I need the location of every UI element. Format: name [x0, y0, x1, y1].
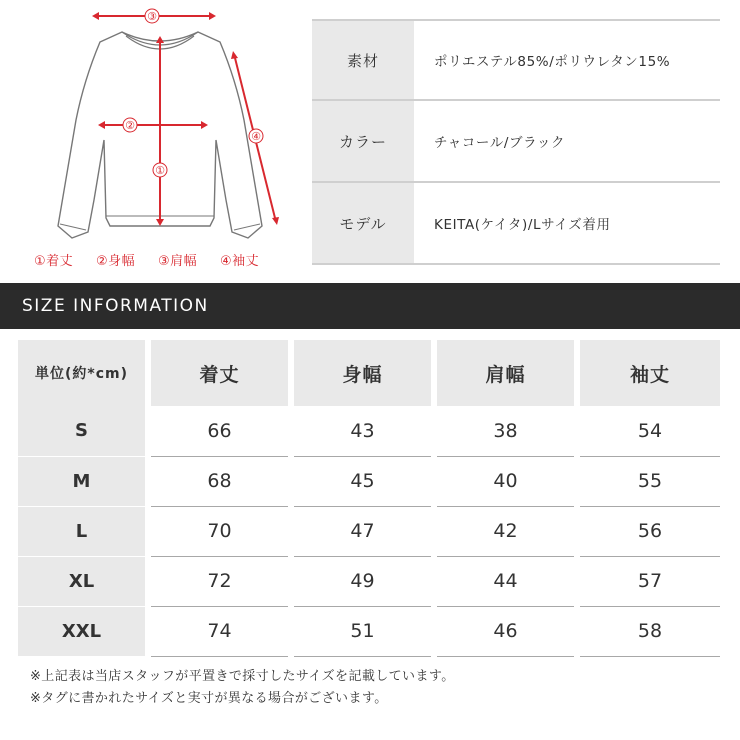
- legend-body-width: ②身幅: [96, 254, 136, 269]
- value-cell: 70: [148, 506, 291, 556]
- table-row: [18, 606, 720, 656]
- spec-value: チャコール/ブラック: [434, 135, 566, 151]
- spec-table: [312, 19, 720, 265]
- spec-row-material: [312, 19, 720, 101]
- size-table-header-row: [18, 340, 720, 406]
- value-cell: 45: [291, 456, 434, 506]
- size-cell: M: [18, 456, 148, 506]
- value-cell: 54: [577, 406, 720, 456]
- spec-value: KEITA(ケイタ)/Lサイズ着用: [434, 217, 611, 233]
- spec-row-model: [312, 183, 720, 265]
- table-row: [18, 556, 720, 606]
- legend-sleeve-length: ④袖丈: [220, 254, 260, 269]
- table-row: [18, 506, 720, 556]
- spec-label: カラー: [312, 101, 414, 181]
- size-cell: XXL: [18, 606, 148, 656]
- header-shoulder-width: 肩幅: [434, 340, 577, 406]
- garment-diagram: [0, 0, 300, 280]
- marker-sleeve: ④: [251, 130, 261, 143]
- spec-label: 素材: [312, 21, 414, 99]
- value-cell: 49: [291, 556, 434, 606]
- value-cell: 66: [148, 406, 291, 456]
- header-body-width: 身幅: [291, 340, 434, 406]
- value-cell: 55: [577, 456, 720, 506]
- legend-length: ①着丈: [34, 254, 74, 269]
- spec-value: ポリエステル85%/ポリウレタン15%: [434, 54, 671, 70]
- value-cell: 74: [148, 606, 291, 656]
- sweatshirt-outline: [0, 0, 300, 280]
- size-cell: S: [18, 406, 148, 456]
- spec-label: モデル: [312, 183, 414, 263]
- banner-title: SIZE INFORMATION: [22, 296, 209, 316]
- marker-body-width: ②: [125, 119, 135, 132]
- value-cell: 72: [148, 556, 291, 606]
- measurement-legend: [34, 250, 284, 272]
- note-tag-size: ※タグに書かれたサイズと実寸が異なる場合がございます。: [30, 691, 388, 706]
- size-cell: XL: [18, 556, 148, 606]
- spec-row-color: [312, 101, 720, 183]
- value-cell: 43: [291, 406, 434, 456]
- table-row: [18, 406, 720, 456]
- header-unit: 単位(約*cm): [18, 340, 148, 406]
- value-cell: 51: [291, 606, 434, 656]
- value-cell: 42: [434, 506, 577, 556]
- legend-shoulder-width: ③肩幅: [158, 254, 198, 269]
- value-cell: 58: [577, 606, 720, 656]
- marker-shoulder: ③: [147, 10, 157, 23]
- value-cell: 40: [434, 456, 577, 506]
- marker-length: ①: [155, 164, 165, 177]
- value-cell: 57: [577, 556, 720, 606]
- notes: [30, 666, 455, 710]
- value-cell: 68: [148, 456, 291, 506]
- table-row: [18, 456, 720, 506]
- value-cell: 56: [577, 506, 720, 556]
- size-table: [18, 340, 720, 657]
- size-cell: L: [18, 506, 148, 556]
- header-sleeve-length: 袖丈: [577, 340, 720, 406]
- header-length: 着丈: [148, 340, 291, 406]
- size-information-banner: [0, 283, 740, 329]
- value-cell: 47: [291, 506, 434, 556]
- value-cell: 38: [434, 406, 577, 456]
- note-measurement: ※上記表は当店スタッフが平置きで採寸したサイズを記載しています。: [30, 669, 455, 684]
- value-cell: 46: [434, 606, 577, 656]
- value-cell: 44: [434, 556, 577, 606]
